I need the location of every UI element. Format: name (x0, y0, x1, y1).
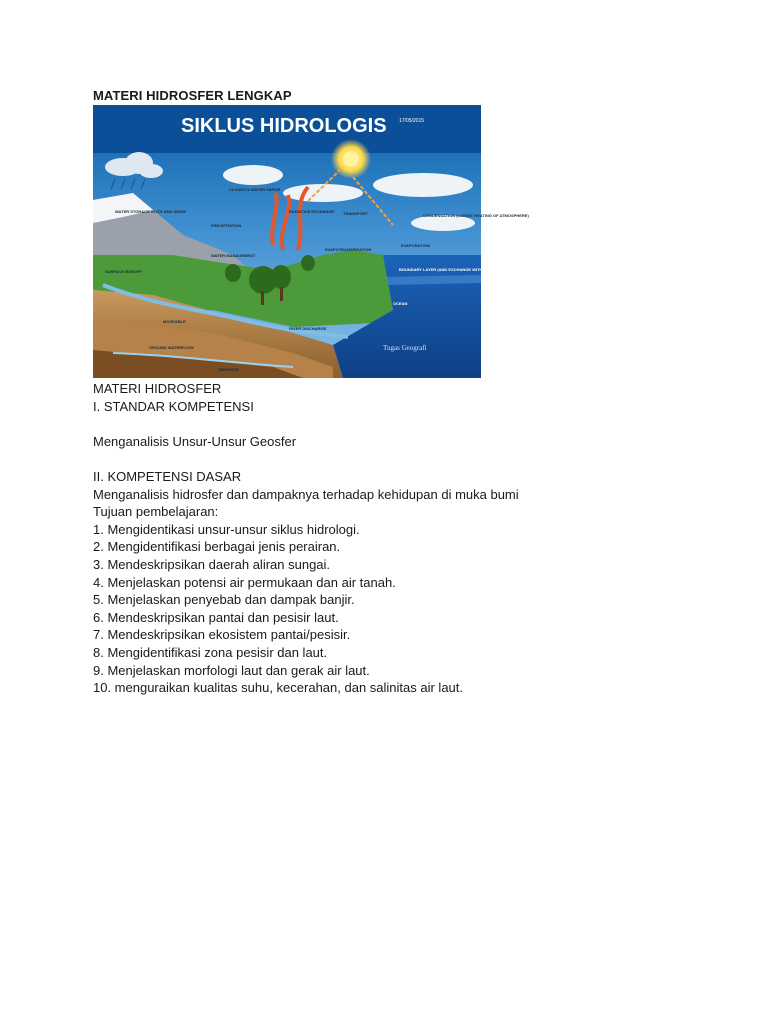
kd-heading: II. KOMPETENSI DASAR (93, 468, 242, 484)
section-title: MATERI HIDROSFER (93, 381, 222, 396)
label-bedrock: BEDROCK (219, 367, 240, 372)
goals-heading: Tujuan pembelajaran: (93, 504, 219, 520)
label-moveable: MOVEABLE (163, 319, 186, 324)
figure-heading: SIKLUS HIDROLOGIS (181, 115, 387, 137)
label-condensation: CONDENSATION (LATENT HEATING OF ATMOSPHERE) (423, 213, 529, 218)
label-ice-storage: WATER STORAGE IN ICE AND SNOW (115, 209, 187, 214)
label-transport: TRANSPORT (343, 211, 368, 216)
label-water-management: WATER MANAGEMENT (211, 253, 256, 258)
document-title: MATERI HIDROSFER LENGKAP (93, 88, 292, 103)
hydrologic-cycle-image (93, 105, 529, 378)
label-river-discharge: RIVER DISCHARGE (289, 326, 327, 331)
list-item: 5. Menjelaskan penyebab dan dampak banjir. (93, 592, 355, 608)
label-boundary: BOUNDARY LAYER (AND EXCHANGE WITH FREE ATMOSPHERE) (399, 267, 525, 272)
list-item: 8. Mengidentifikasi zona pesisir dan laut. (93, 644, 328, 660)
list-item: 4. Menjelaskan potensi air permukaan dan air tanah. (93, 574, 396, 590)
label-evapotranspiration: EVAPOTRANSPIRATION (325, 247, 372, 252)
list-item: 3. Mendeskripsikan daerah aliran sungai. (93, 556, 331, 572)
document-body (93, 380, 693, 697)
goals-list (93, 521, 693, 697)
list-item: 7. Mendeskripsikan ekosistem pantai/pesisir. (93, 627, 351, 643)
list-item: 10. menguraikan kualitas suhu, kecerahan, dan salinitas air laut. (93, 680, 463, 696)
sk-heading: I. STANDAR KOMPETENSI (93, 398, 254, 414)
label-evaporation: EVAPORATION (401, 243, 430, 248)
label-ground-waterflow: GROUND WATERFLOW (149, 345, 194, 350)
label-ocean: OCEAN (393, 301, 408, 306)
figure-date: 17/05/2015 (399, 118, 425, 124)
list-item: 9. Menjelaskan morfologi laut dan gerak air laut. (93, 662, 370, 678)
label-precipitation: PRECIPITATION (211, 223, 242, 228)
label-clouds: CLOUDS & WATER VAPOR (229, 187, 281, 192)
label-radiative: RADIATIVE EXCHANGE (289, 209, 335, 214)
sk-text: Menganalisis Unsur-Unsur Geosfer (93, 433, 297, 449)
kd-text: Menganalisis hidrosfer dan dampaknya terhadap kehidupan di muka bumi (93, 486, 519, 502)
figure-watermark: Tugas Geografi (383, 344, 427, 352)
list-item: 1. Mengidentikasi unsur-unsur siklus hidrologi. (93, 521, 360, 537)
list-item: 6. Mendeskripsikan pantai dan pesisir laut. (93, 609, 339, 625)
label-surface-runoff: SURFACE RUNOFF (105, 269, 142, 274)
list-item: 2. Mengidentifikasi berbagai jenis perairan. (93, 539, 341, 555)
